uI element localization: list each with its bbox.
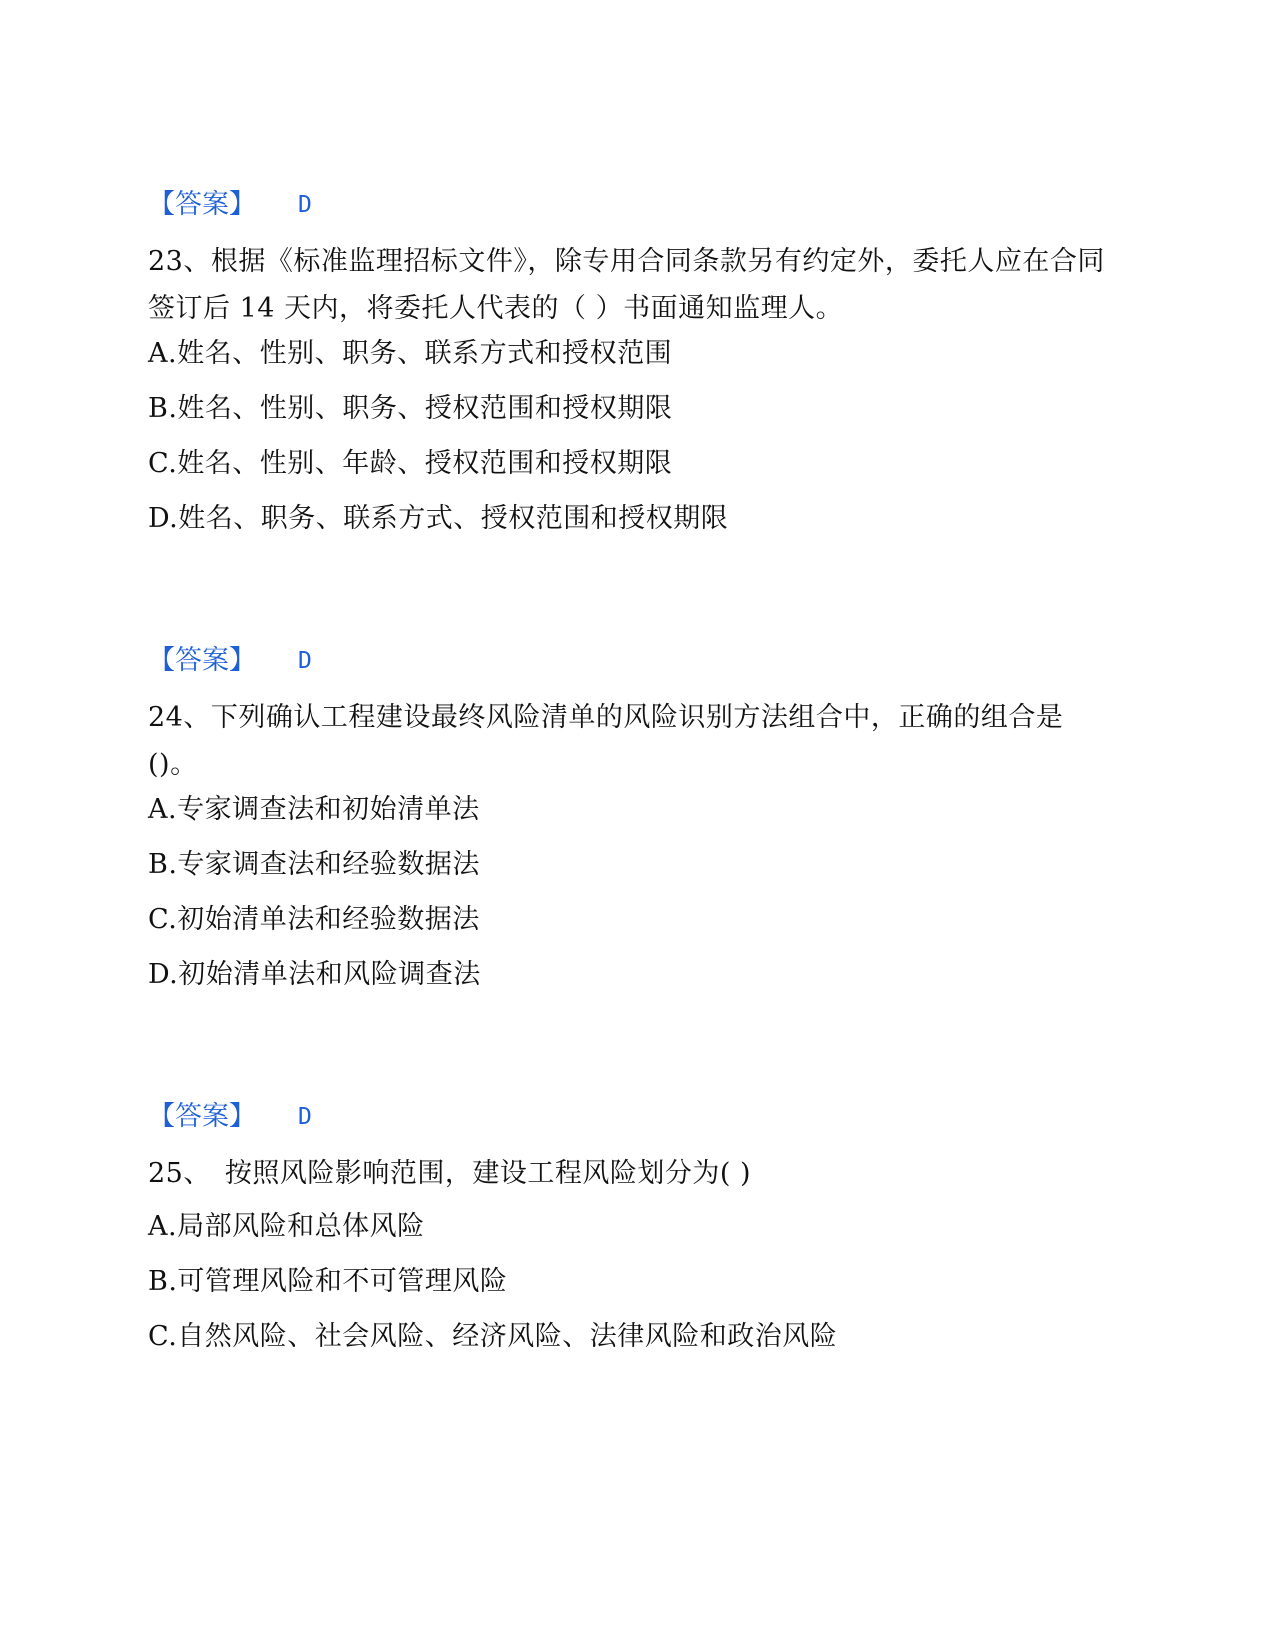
- question-24: 24、下列确认工程建设最终风险清单的风险识别方法组合中，正确的组合是()。: [148, 702, 1064, 780]
- answer-line-2: [148, 644, 312, 678]
- option-25-c: C.自然风险、社会风险、经济风险、法律风险和政治风险: [148, 1321, 838, 1352]
- option-23-a: A.姓名、性别、职务、联系方式和授权范围: [148, 338, 673, 369]
- option-23-b: B.姓名、性别、职务、授权范围和授权期限: [148, 393, 673, 424]
- answer-line-1: [148, 188, 312, 222]
- option-24-c: C.初始清单法和经验数据法: [148, 904, 480, 935]
- question-25: 25、 按照风险影响范围，建设工程风险划分为( ): [148, 1158, 752, 1189]
- answer-line-3: [148, 1100, 312, 1134]
- question-23: 23、根据《标准监理招标文件》，除专用合同条款另有约定外，委托人应在合同签订后 14 天内，将委托人代表的（ ）书面通知监理人。: [148, 246, 1105, 324]
- answer-label: 【答案】: [148, 1101, 256, 1132]
- answer-value: D: [298, 648, 312, 674]
- answer-label: 【答案】: [148, 189, 256, 220]
- answer-label: 【答案】: [148, 645, 256, 676]
- option-24-a: A.专家调查法和初始清单法: [148, 794, 480, 825]
- option-25-a: A.局部风险和总体风险: [148, 1211, 425, 1242]
- option-23-d: D.姓名、职务、联系方式、授权范围和授权期限: [148, 503, 729, 534]
- option-24-d: D.初始清单法和风险调查法: [148, 959, 481, 990]
- answer-value: D: [298, 1104, 312, 1130]
- answer-value: D: [298, 192, 312, 218]
- option-25-b: B.可管理风险和不可管理风险: [148, 1266, 508, 1297]
- option-23-c: C.姓名、性别、年龄、授权范围和授权期限: [148, 448, 673, 479]
- option-24-b: B.专家调查法和经验数据法: [148, 849, 480, 880]
